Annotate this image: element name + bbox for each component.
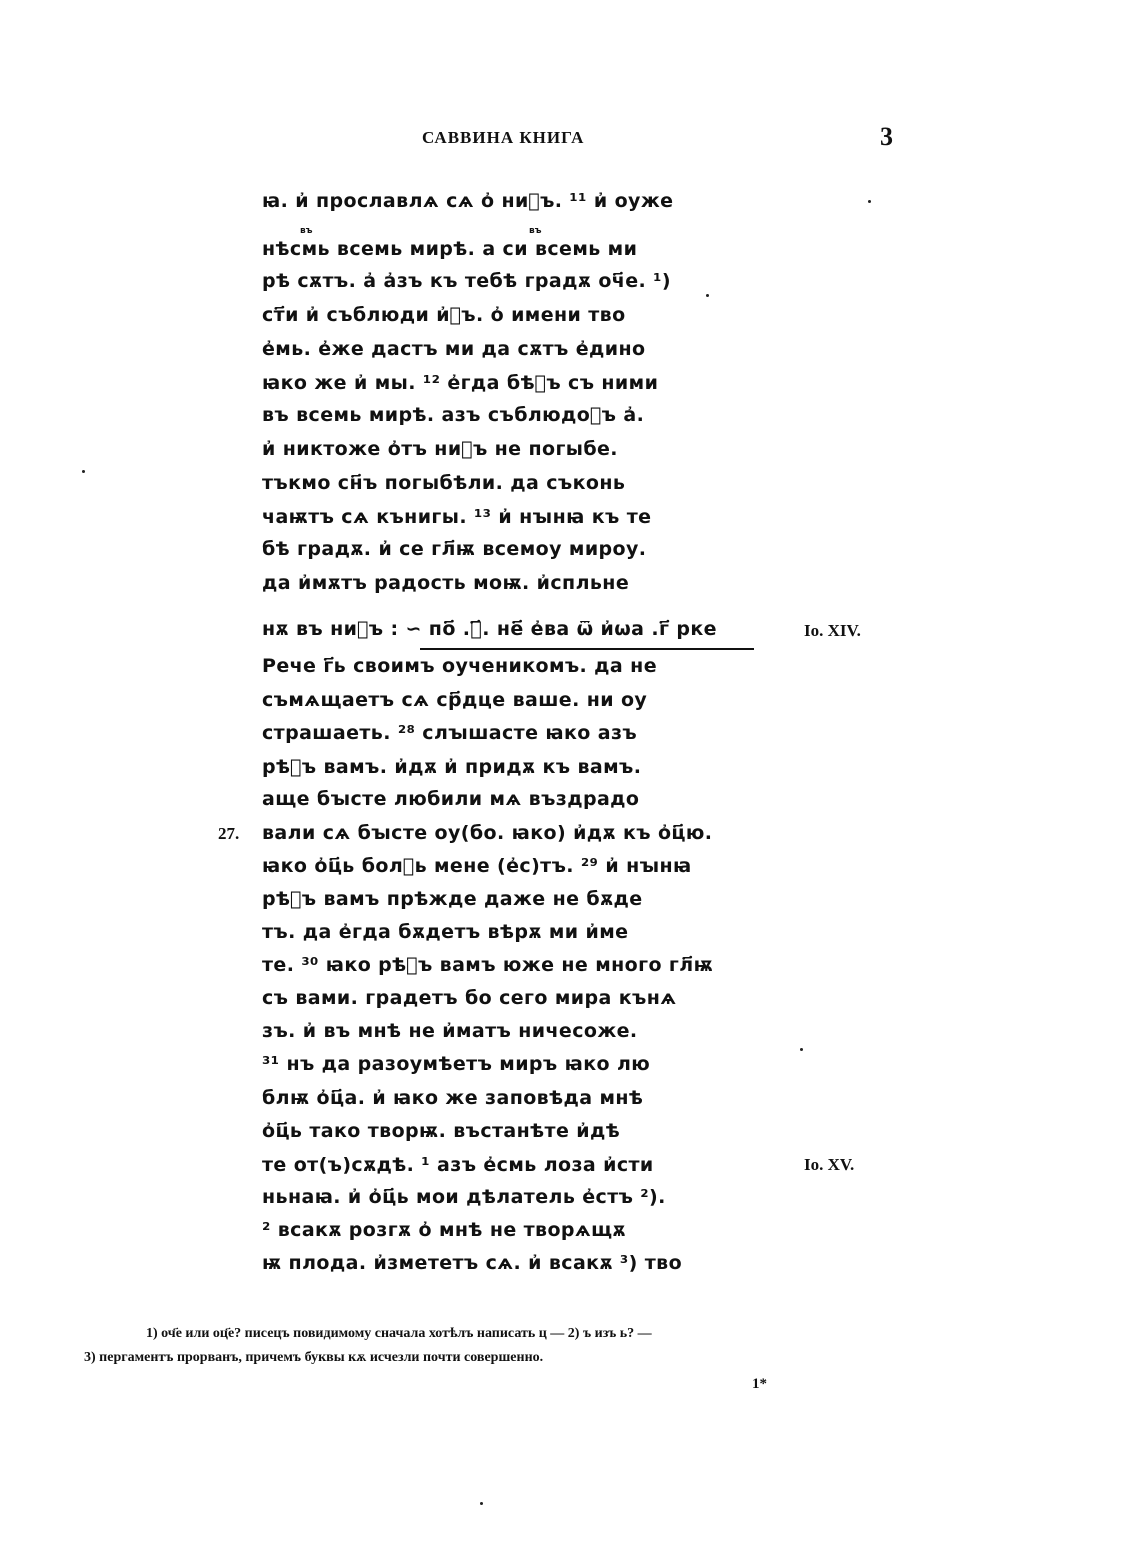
running-title: САВВИНА КНИГА — [422, 128, 585, 147]
lection-heading-line: нѫ въ ниⷯъ : ∽ по҃ .ꙁ҃. не҃ е҆ва ѿ и҆ѡа .г҃ рке — [262, 618, 717, 640]
print-speck — [82, 470, 85, 473]
text-line: ² всакѫ розгѫ о҆ мнѣ не творѧщѫ — [262, 1219, 627, 1241]
text-line: ст҃и и҆ съблюди и҆ⷯъ. о҆ имени тво — [262, 304, 626, 326]
text-line: страшаеть. ²⁸ слꙑшасте ꙗко азъ — [262, 722, 638, 744]
text-line: рѣ сѫтъ. а҆ а҆зъ къ тебѣ градѫ оч҃е. ¹) — [262, 270, 671, 292]
text-line: рѣⷯъ вамъ. и҆дѫ и҆ придѫ къ вамъ. — [262, 756, 642, 778]
superscript-mark: въ — [300, 226, 313, 236]
lection-underline — [420, 648, 754, 650]
page-number: 3 — [880, 122, 893, 151]
text-line: блѭ о҆ц҃а. и҆ ꙗко же заповѣда мнѣ — [262, 1087, 644, 1109]
margin-ref-io-xiv: Io. XIV. — [804, 621, 861, 640]
text-line: Рече г҃ь своимъ оученикомъ. да не — [262, 655, 657, 677]
text-line: е҆мь. е҆же дастъ ми да сѫтъ е҆дино — [262, 338, 646, 360]
margin-ref-io-xv: Io. XV. — [804, 1155, 855, 1174]
text-line: и҆ никтоже о҆тъ ниⷯъ не погыбе. — [262, 438, 618, 460]
text-line: въ всемь мирѣ. азъ съблюдоⷯъ а҆. — [262, 404, 645, 426]
text-line: вали сѧ бꙑсте оу(бо. ꙗко) и҆дѫ къ о҆ц҃ю. — [262, 822, 713, 844]
print-speck — [706, 294, 709, 297]
text-line: ³¹ нъ да разоумѣетъ миръ ꙗко лю — [262, 1053, 651, 1075]
text-line: рѣⷯъ вамъ прѣжде даже не бѫде — [262, 888, 643, 910]
text-line: ꙗ. и҆ прославлѧ сѧ о҆ ниⷯъ. ¹¹ и҆ оуже — [262, 190, 674, 212]
text-line: ѭ плода. и҆змететъ сѧ. и҆ всакѫ ³) тво — [262, 1252, 683, 1274]
text-line: нѣсмь всемь мирѣ. а си всемь ми — [262, 238, 638, 260]
text-line: съмѧщаетъ сѧ ср҃дце ваше. ни оу — [262, 689, 648, 711]
print-speck — [868, 200, 871, 203]
print-speck — [480, 1502, 483, 1505]
line-number: 27. — [218, 824, 240, 843]
footnote-line: 1) оч҃е или оц҃е? писецъ повидимому сначала хотѣлъ написать ц — 2) ъ изъ ь? — — [146, 1326, 652, 1341]
text-line: да и҆мѫтъ радость моѭ. и҆спльне — [262, 572, 630, 594]
folio-signature: 1* — [752, 1376, 767, 1392]
text-line: ньнаꙗ. и҆ о҆ц҃ь мои дѣлатель е҆стъ ²). — [262, 1186, 666, 1208]
text-line: тъкмо сн҃ъ погыбѣли. да съконь — [262, 472, 626, 494]
text-line: те. ³⁰ ꙗко рѣⷯъ вамъ юже не много гл҃ѭ — [262, 954, 714, 976]
text-line: съ вами. градетъ бо сего мира кънѧ — [262, 987, 677, 1009]
text-line: чаѭтъ сѧ кънигы. ¹³ и҆ нꙑнꙗ къ те — [262, 506, 652, 528]
text-line: аще бꙑсте любили мѧ въздрадо — [262, 788, 640, 810]
text-line: те от(ъ)сѫдѣ. ¹ азъ е҆смь лоза и҆сти — [262, 1154, 654, 1176]
text-line: о҆ц҃ь тако творѭ. въстанѣте и҆дѣ — [262, 1120, 621, 1142]
text-line: ꙗко о҆ц҃ь бол꙼ь мене (е҆с)тъ. ²⁹ и҆ нꙑнꙗ — [262, 855, 692, 877]
text-line: зъ. и҆ въ мнѣ не и҆матъ ничесоже. — [262, 1020, 638, 1042]
print-speck — [800, 1048, 803, 1051]
superscript-mark: въ — [529, 226, 542, 236]
text-line: бѣ градѫ. и҆ се гл҃ѭ всемоу мироу. — [262, 538, 647, 560]
text-line: тъ. да е҆гда бѫдетъ вѣрѫ ми и҆ме — [262, 921, 629, 943]
footnote-line: 3) пергаментъ прорванъ, причемъ буквы кѫ исчезли почти совершенно. — [84, 1350, 544, 1365]
text-line: ꙗко же и҆ мы. ¹² е҆гда бѣⷯъ съ ними — [262, 372, 659, 394]
